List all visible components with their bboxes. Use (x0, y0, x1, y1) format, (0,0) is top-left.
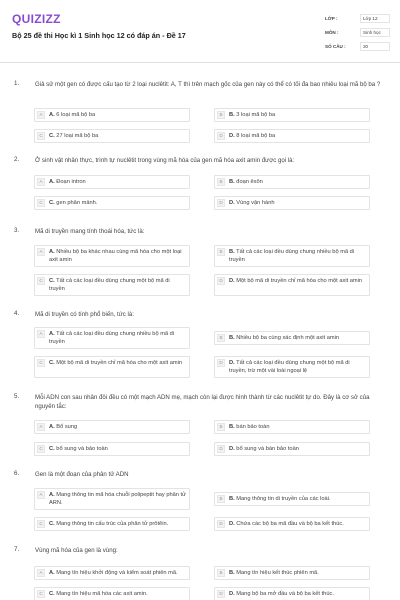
option-letter-badge: B (217, 334, 225, 342)
option-letter-badge: A (37, 248, 45, 256)
option-letter-badge: D (217, 199, 225, 207)
option-text: Mang thông tin di truyền của các loài. (236, 496, 331, 502)
option-letter-badge: A (37, 178, 45, 186)
question-number: 5. (14, 393, 20, 400)
option-letter-badge: C (37, 277, 45, 285)
header-divider (0, 62, 400, 63)
option-text: 8 loại mã bộ ba (236, 133, 276, 139)
option-c[interactable]: C C. gen phân mảnh. (34, 196, 190, 210)
option-a[interactable]: A A. Mang thông tin mã hóa chuỗi polipeptit hay phân tử ARN. (34, 488, 190, 510)
option-d[interactable]: D D. Vùng vận hành (214, 196, 370, 210)
option-c[interactable]: C C. 27 loại mã bộ ba (34, 129, 190, 143)
option-text: Một bộ mã di truyền chỉ mã hóa cho một axit amin (236, 278, 363, 284)
option-text: đoạn êxôn (236, 179, 263, 185)
option-text: Đoạn intron (56, 179, 86, 185)
meta-class-value: Lớp 12 (360, 14, 390, 23)
option-text: Mang thông tin mã hóa chuỗi polipeptit hay phân tử ARN. (49, 492, 186, 506)
option-b[interactable]: B B. Mang tín hiệu kết thúc phiên mã. (214, 566, 370, 580)
option-text: Mang tín hiệu khởi động và kiểm soát phiên mã. (56, 570, 178, 576)
option-letter-badge: B (217, 495, 225, 503)
option-text: 27 loại mã bộ ba (56, 133, 99, 139)
option-letter-badge: D (217, 359, 225, 367)
option-text: Tất cả các loại đều dùng chung nhiều bộ mã di truyền (229, 249, 355, 263)
question-number: 6. (14, 470, 20, 477)
option-letter-badge: D (217, 277, 225, 285)
option-letter-badge: C (37, 132, 45, 140)
option-text: Tất cả các loại đều dùng chung một bộ mã di truyền (49, 278, 170, 292)
meta-class-label: LỚP : (325, 16, 338, 21)
option-text: Mang tín hiệu kết thúc phiên mã. (236, 570, 319, 576)
option-letter-badge: C (37, 359, 45, 367)
brand-logo: QUIZIZZ (12, 12, 61, 26)
option-letter-badge: A (37, 569, 45, 577)
option-a[interactable]: A A. Tất cả các loại đều dùng chung nhiều bộ mã di truyền (34, 327, 190, 349)
option-b[interactable]: B B. đoạn êxôn (214, 175, 370, 189)
option-letter-badge: B (217, 178, 225, 186)
option-letter-badge: B (217, 248, 225, 256)
option-b[interactable]: B B. Tất cả các loại đều dùng chung nhiều bộ mã di truyền (214, 245, 370, 267)
question-number: 1. (14, 80, 20, 87)
option-text: Mang thông tin cấu trúc của phân tử prôtêin. (56, 521, 169, 527)
option-text: Một bộ mã di truyền chỉ mã hóa cho một axit amin (56, 360, 183, 366)
question-number: 3. (14, 227, 20, 234)
option-a[interactable]: A A. Nhiều bộ ba khác nhau cùng mã hóa cho một loại axit amin (34, 245, 190, 267)
meta-count-label: SỐ CÂU : (325, 44, 346, 49)
option-letter-badge: D (217, 590, 225, 598)
option-d[interactable]: D D. 8 loại mã bộ ba (214, 129, 370, 143)
question-text: Mã di truyền có tính phổ biến, tức là: (35, 311, 134, 318)
meta-count-value: 30 (360, 42, 390, 51)
option-b[interactable]: B B. Mang thông tin di truyền của các loài. (214, 492, 370, 506)
option-text: Chứa các bộ ba mã đầu và bộ ba kết thúc. (236, 521, 344, 527)
option-text: bổ sung và bán bảo toàn (236, 446, 299, 452)
question-text: Gen là một đoạn của phân tử ADN (35, 471, 129, 478)
option-letter-badge: C (37, 590, 45, 598)
option-letter-badge: A (37, 423, 45, 431)
question-text: Ở sinh vật nhân thực, trình tự nuclêtit trong vùng mã hóa của gen mã hóa axit amin được gọi là: (35, 157, 295, 164)
option-text: bán bảo toàn (236, 424, 270, 430)
option-c[interactable]: C C. Một bộ mã di truyền chỉ mã hóa cho một axit amin (34, 356, 190, 378)
option-d[interactable]: D D. Chứa các bộ ba mã đầu và bộ ba kết thúc. (214, 517, 370, 531)
option-letter-badge: A (37, 491, 45, 499)
question-text: Vùng mã hóa của gen là vùng: (35, 547, 118, 554)
option-b[interactable]: B B. bán bảo toàn (214, 420, 370, 434)
option-c[interactable]: C C. Tất cả các loại đều dùng chung một bộ mã di truyền (34, 274, 190, 296)
worksheet-title: Bộ 25 đề thi Học kì 1 Sinh học 12 có đáp án - Đề 17 (12, 31, 186, 40)
option-letter-badge: D (217, 520, 225, 528)
option-letter-badge: C (37, 199, 45, 207)
meta-subject-value: Sinh học (360, 28, 390, 37)
option-text: Tất cả các loại đều dùng chung một bộ mã di truyền, trừ một vài loài ngoại lệ (229, 360, 350, 374)
option-text: Tất cả các loại đều dùng chung nhiều bộ mã di truyền (49, 331, 175, 345)
option-d[interactable]: D D. bổ sung và bán bảo toàn (214, 442, 370, 456)
option-b[interactable]: B B. Nhiều bộ ba cùng xác định một axit amin (214, 331, 370, 345)
meta-subject-label: MÔN : (325, 30, 339, 35)
option-letter-badge: C (37, 520, 45, 528)
question-text: Giả sử một gen có được cấu tạo từ 2 loại nuclêtit: A, T thì trên mạch gốc của gen này có thể có tối đa bao nhiêu loại mã bộ ba ? (35, 81, 381, 88)
option-text: Nhiều bộ ba cùng xác định một axit amin (236, 335, 340, 341)
option-c[interactable]: C C. bổ sung và bảo toàn (34, 442, 190, 456)
option-text: 6 loại mã bộ ba (56, 112, 96, 118)
question-text: Mỗi ADN con sau nhân đôi đều có một mạch ADN mẹ, mạch còn lại được hình thành từ các nuclêtit tự do. Đây là cơ sở của nguyên tắc: (35, 394, 370, 410)
option-text: Mang bộ ba mở đầu và bộ ba kết thúc. (236, 591, 334, 597)
option-text: Nhiều bộ ba khác nhau cùng mã hóa cho một loại axit amin (49, 249, 182, 263)
option-d[interactable]: D D. Mang bộ ba mở đầu và bộ ba kết thúc. (214, 587, 370, 600)
worksheet-header (0, 0, 400, 62)
option-text: bổ sung và bảo toàn (56, 446, 108, 452)
option-letter-badge: D (217, 445, 225, 453)
option-a[interactable]: A A. Bổ sung (34, 420, 190, 434)
question-number: 4. (14, 310, 20, 317)
option-letter-badge: D (217, 132, 225, 140)
question-number: 7. (14, 546, 20, 553)
question-text: Mã di truyền mang tính thoái hóa, tức là: (35, 228, 145, 235)
option-text: Mang tín hiệu mã hóa các axit amin. (56, 591, 148, 597)
option-letter-badge: B (217, 569, 225, 577)
option-letter-badge: A (37, 330, 45, 338)
option-letter-badge: A (37, 111, 45, 119)
option-c[interactable]: C C. Mang tín hiệu mã hóa các axit amin. (34, 587, 190, 600)
option-letter-badge: B (217, 111, 225, 119)
option-d[interactable]: D D. Một bộ mã di truyền chỉ mã hóa cho một axit amin (214, 274, 370, 296)
option-text: Vùng vận hành (236, 200, 275, 206)
option-text: gen phân mảnh. (56, 200, 98, 206)
option-letter-badge: B (217, 423, 225, 431)
option-text: Bổ sung (56, 424, 78, 430)
question-number: 2. (14, 156, 20, 163)
option-c[interactable]: C C. Mang thông tin cấu trúc của phân tử prôtêin. (34, 517, 190, 531)
option-a[interactable]: A A. Đoạn intron (34, 175, 190, 189)
option-b[interactable]: B B. 3 loại mã bộ ba (214, 108, 370, 122)
option-letter-badge: C (37, 445, 45, 453)
option-text: 3 loại mã bộ ba (236, 112, 276, 118)
option-a[interactable]: A A. Mang tín hiệu khởi động và kiểm soát phiên mã. (34, 566, 190, 580)
option-a[interactable]: A A. 6 loại mã bộ ba (34, 108, 190, 122)
option-d[interactable]: D D. Tất cả các loại đều dùng chung một bộ mã di truyền, trừ một vài loài ngoại lệ (214, 356, 370, 378)
